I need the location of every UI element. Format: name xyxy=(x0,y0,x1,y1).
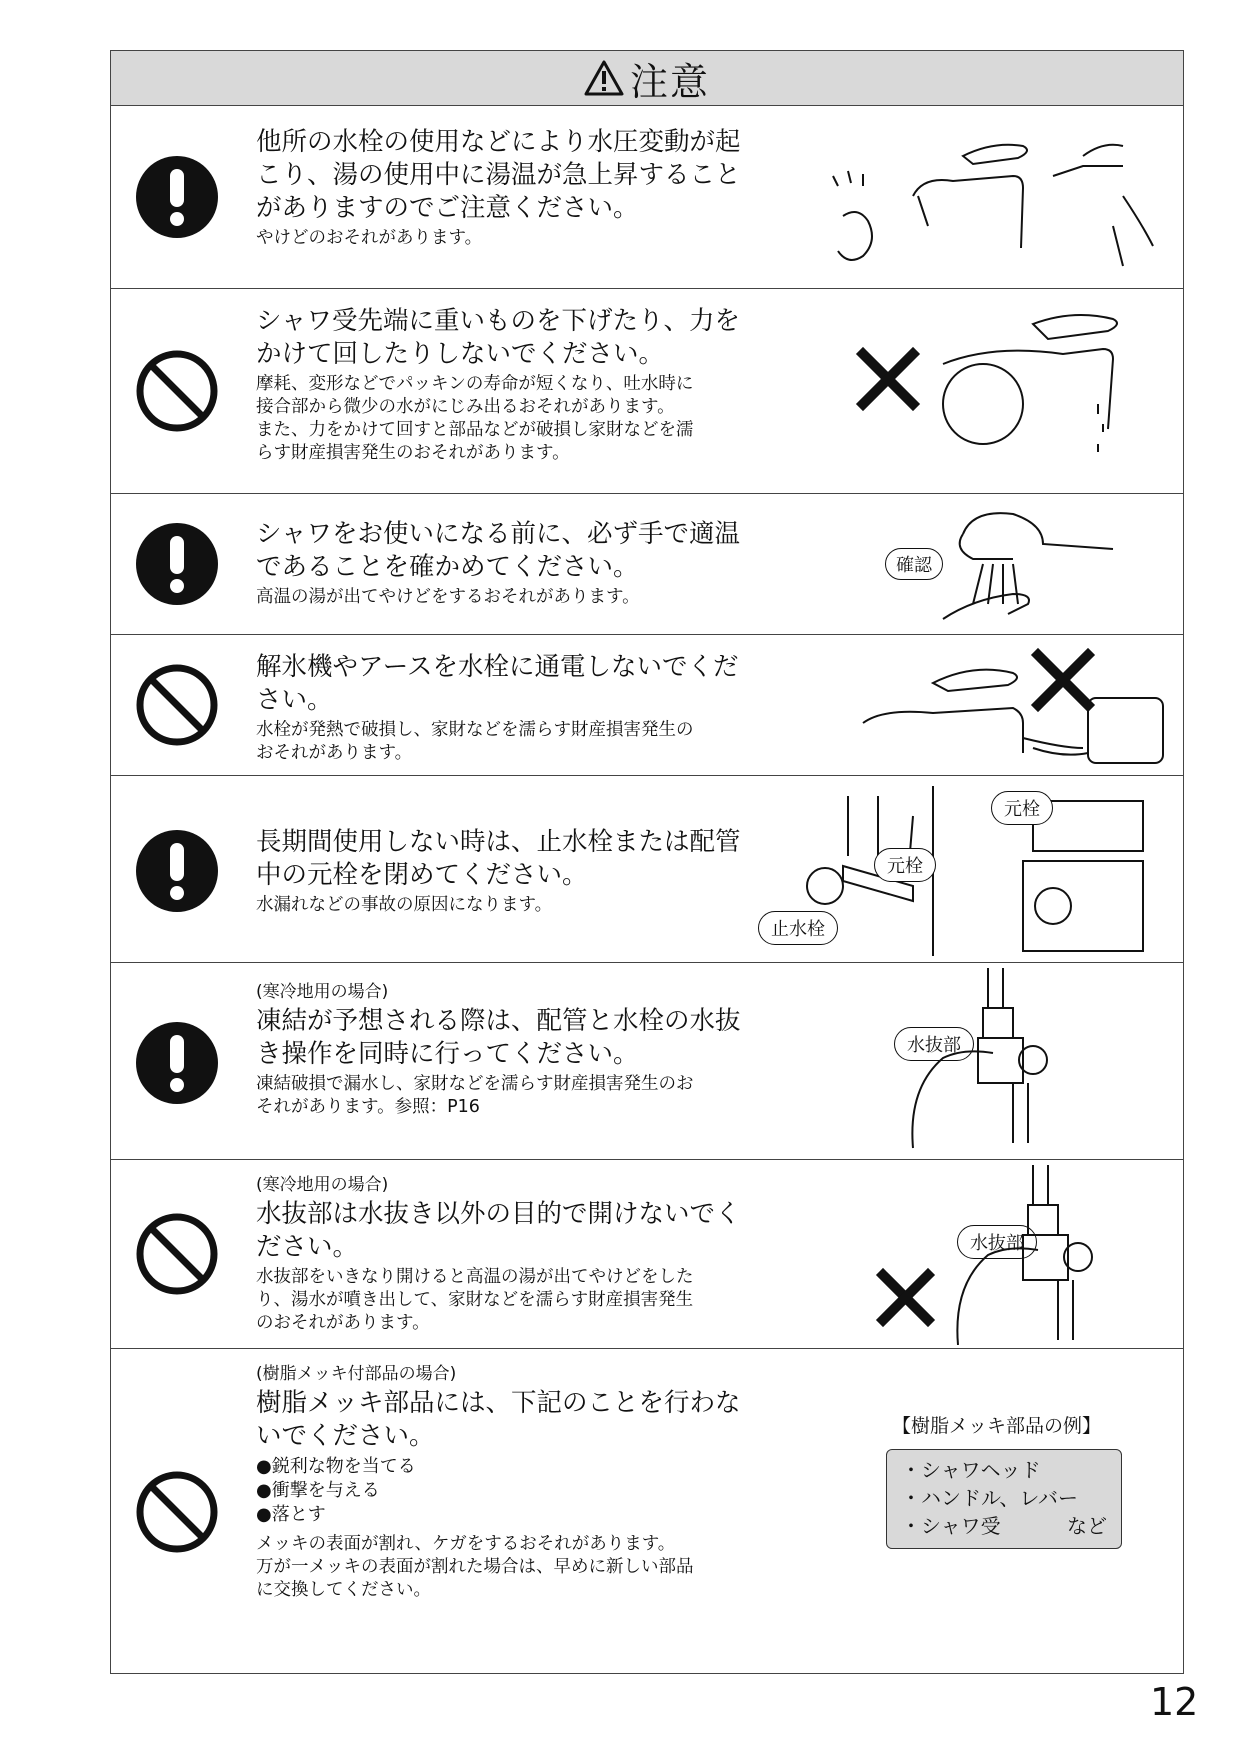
prohibition-icon xyxy=(135,1212,219,1296)
example-item xyxy=(901,1512,1107,1540)
check-label: 確認 xyxy=(885,548,943,580)
row-2-heading xyxy=(256,305,776,371)
row-2-body xyxy=(256,373,776,465)
row-4-body xyxy=(256,719,776,765)
body-line: やけどのおそれがあります。 xyxy=(256,228,483,248)
caution-row-1 xyxy=(111,106,1183,289)
row-6-heading xyxy=(256,1005,776,1071)
example-title: 【樹脂メッキ部品の例】 xyxy=(892,1415,1102,1437)
body-line: り、湯水が噴き出して、家財などを濡らす財産損害発生 xyxy=(256,1290,694,1310)
body-line: 万が一メッキの表面が割れた場合は、早めに新しい部品 xyxy=(256,1557,694,1577)
row-8-bullets xyxy=(256,1455,776,1527)
hot-water-faucet-illustration xyxy=(823,116,1163,276)
body-line: おそれがあります。 xyxy=(256,743,413,763)
bullet-item: ●衝撃を与える xyxy=(256,1480,380,1501)
caution-row-3 xyxy=(111,494,1183,635)
heading-line: き操作を同時に行ってください。 xyxy=(256,1039,639,1069)
shower-temperature-check-illustration xyxy=(923,504,1123,629)
row-7-note: (寒冷地用の場合) xyxy=(256,1175,389,1195)
shutoff-valve-illustration xyxy=(803,786,1163,956)
caution-table xyxy=(110,50,1184,1674)
row-3-body xyxy=(256,586,776,609)
body-line: のおそれがあります。 xyxy=(256,1313,430,1333)
example-box xyxy=(886,1449,1122,1549)
drain-part-label: 水抜部 xyxy=(957,1225,1037,1259)
drain-part-label: 水抜部 xyxy=(894,1027,974,1061)
body-line: に交換してください。 xyxy=(256,1580,431,1600)
page-number: 12 xyxy=(1150,1680,1199,1724)
mandatory-action-icon xyxy=(135,155,219,239)
heading-line: 長期間使用しない時は、止水栓または配管 xyxy=(256,827,741,857)
row-1-heading xyxy=(256,126,776,225)
example-suffix: など xyxy=(1067,1514,1107,1538)
heading-line: かけて回したりしないでください。 xyxy=(256,339,665,369)
heading-line: シャワをお使いになる前に、必ず手で適温 xyxy=(256,519,740,549)
body-line: 凍結破損で漏水し、家財などを濡らす財産損害発生のお xyxy=(256,1074,694,1094)
shower-weight-illustration xyxy=(843,304,1163,474)
heading-line: シャワ受先端に重いものを下げたり、力を xyxy=(256,306,740,336)
row-8-note: (樹脂メッキ付部品の場合) xyxy=(256,1364,457,1384)
body-line: メッキの表面が割れ、ケガをするおそれがあります。 xyxy=(256,1534,676,1554)
stop-valve-label: 止水栓 xyxy=(758,911,838,945)
deicer-prohibited-illustration xyxy=(843,643,1173,771)
drain-operation-illustration xyxy=(903,968,1063,1153)
row-3-heading xyxy=(256,518,776,584)
prohibition-icon xyxy=(135,1470,219,1554)
caution-header xyxy=(111,51,1183,106)
heading-line: がありますのでご注意ください。 xyxy=(256,193,639,223)
bullet-item: ●鋭利な物を当てる xyxy=(256,1456,416,1477)
heading-line: ださい。 xyxy=(256,1232,359,1262)
caution-row-6 xyxy=(111,963,1183,1160)
drain-prohibited-illustration xyxy=(863,1165,1123,1345)
bullet-item: ●落とす xyxy=(256,1504,326,1525)
main-valve-label: 元栓 xyxy=(991,791,1053,825)
example-item: ・シャワヘッド xyxy=(901,1458,1041,1482)
heading-line: 中の元栓を閉めてください。 xyxy=(256,860,588,890)
prohibition-icon xyxy=(135,349,219,433)
example-item-text: ・シャワ受 xyxy=(901,1514,1001,1538)
heading-line: こり、湯の使用中に湯温が急上昇すること xyxy=(256,160,741,190)
body-line: 摩耗、変形などでパッキンの寿命が短くなり、吐水時に xyxy=(256,374,694,394)
heading-line: 水抜部は水抜き以外の目的で開けないでく xyxy=(256,1199,741,1229)
row-4-heading xyxy=(256,651,776,717)
row-6-note: (寒冷地用の場合) xyxy=(256,982,389,1002)
body-line: らす財産損害発生のおそれがあります。 xyxy=(256,443,570,463)
body-line: 水栓が発熱で破損し、家財などを濡らす財産損害発生の xyxy=(256,720,694,740)
caution-row-5 xyxy=(111,776,1183,963)
row-8-heading xyxy=(256,1387,776,1453)
header-title: 注意 xyxy=(629,59,710,104)
body-line: 水漏れなどの事故の原因になります。 xyxy=(256,895,553,915)
row-5-heading xyxy=(256,826,776,892)
caution-row-7 xyxy=(111,1160,1183,1349)
row-6-body xyxy=(256,1073,776,1119)
example-item: ・ハンドル、レバー xyxy=(901,1486,1078,1510)
row-1-body xyxy=(256,227,776,250)
body-line: 接合部から微少の水がにじみ出るおそれがあります。 xyxy=(256,397,675,417)
row-7-body xyxy=(256,1266,776,1335)
body-line: 水抜部をいきなり開けると高温の湯が出てやけどをした xyxy=(256,1267,694,1287)
row-8-body xyxy=(256,1533,776,1602)
mandatory-action-icon xyxy=(135,1021,219,1105)
caution-row-8 xyxy=(111,1349,1183,1675)
heading-line: さい。 xyxy=(256,685,333,715)
caution-row-2 xyxy=(111,289,1183,494)
heading-line: いでください。 xyxy=(256,1421,435,1451)
main-valve-label: 元栓 xyxy=(874,848,936,882)
heading-line: であることを確かめてください。 xyxy=(256,552,639,582)
body-line: 高温の湯が出てやけどをするおそれがあります。 xyxy=(256,587,640,607)
row-7-heading xyxy=(256,1198,776,1264)
warning-triangle-icon xyxy=(584,60,624,96)
body-line: それがあります。参照：P16 xyxy=(256,1097,480,1117)
row-5-body xyxy=(256,894,776,917)
heading-line: 凍結が予想される際は、配管と水栓の水抜 xyxy=(256,1006,741,1036)
heading-line: 他所の水栓の使用などにより水圧変動が起 xyxy=(256,127,741,157)
caution-row-4 xyxy=(111,635,1183,776)
mandatory-action-icon xyxy=(135,829,219,913)
body-line: また、力をかけて回すと部品などが破損し家財などを濡 xyxy=(256,420,694,440)
heading-line: 樹脂メッキ部品には、下記のことを行わな xyxy=(256,1388,741,1418)
prohibition-icon xyxy=(135,663,219,747)
mandatory-action-icon xyxy=(135,522,219,606)
heading-line: 解氷機やアースを水栓に通電しないでくだ xyxy=(256,652,739,682)
